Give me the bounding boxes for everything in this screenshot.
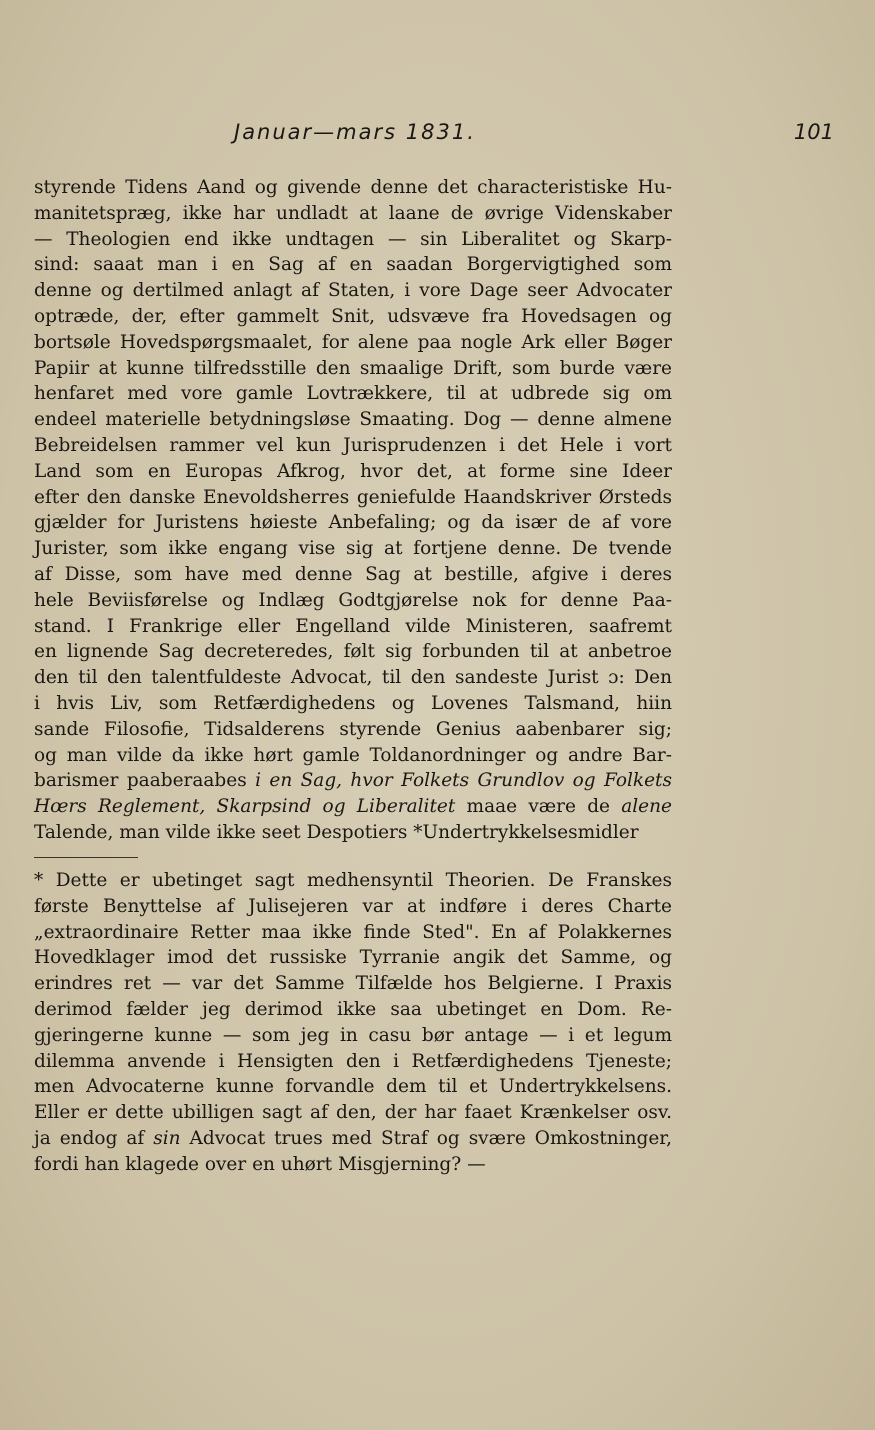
footnote-line: Eller er dette ubilligen sagt af den, der har faaet Krænkelser osv. [34,1102,672,1124]
text-segment: Advocat trues med Straf og svære Omkostninger, [180,1127,672,1149]
text-line: manitetspræg, ikke har undladt at laane de øvrige Videnskaber [34,202,672,224]
text-line [34,794,672,820]
text-line: Jurister, som ikke engang vise sig at fortjene denne. De tvende [34,538,672,560]
footnote-rule [34,857,138,858]
page-header [34,120,834,152]
text-line: og man vilde da ikke hørt gamle Toldanordninger og andre Bar- [34,744,672,766]
text-line: optræde, der, efter gammelt Snit, udsvæve fra Hovedsagen og [34,305,672,327]
text-line: den til den talentfuldeste Advocat, til den sandeste Jurist ɔ: Den [34,667,672,689]
text-line: en lignende Sag decreteredes, følt sig forbunden til at anbetroe [34,641,672,663]
footnote-line: dilemma anvende i Hensigten den i Retfærdighedens Tjeneste; [34,1050,672,1072]
footnote-line: fordi han klagede over en uhørt Misgjerning? — [34,1153,486,1175]
text-line: sind: saaat man i en Sag af en saadan Borgervigtighed som [34,254,672,276]
text-line [34,768,672,794]
footnote-line: * Dette er ubetinget sagt medhensyntil Theorien. De Franskes [34,870,672,891]
text-line: sande Filosofie, Tidsalderens styrende Genius aabenbarer sig; [34,718,672,740]
text-line: efter den danske Enevoldsherres geniefulde Haandskriver Ørsteds [34,486,672,508]
text-line: Land som en Europas Afkrog, hvor det, at forme sine Ideer [34,460,672,482]
text-line: henfaret med vore gamle Lovtrækkere, til at udbrede sig om [34,383,672,405]
text-line: stand. I Frankrige eller Engelland vilde Ministeren, saafremt [34,615,672,637]
footnote-line: men Advocaterne kunne forvandle dem til et Undertrykkelsens. [34,1076,672,1098]
footnote-line: derimod fælder jeg derimod ikke saa ubetinget en Dom. Re- [34,998,672,1020]
text-line: i hvis Liv, som Retfærdighedens og Lovenes Talsmand, hiin [34,692,672,714]
text-line: — Theologien end ikke undtagen — sin Liberalitet og Skarp- [34,228,672,250]
text-line: hele Beviisførelse og Indlæg Godtgjørelse nok for denne Paa- [34,589,672,611]
footnote-line: „extraordinaire Retter maa ikke finde Sted". En af Polakkernes [34,921,672,943]
text-line: Papiir at kunne tilfredsstille den smaalige Drift, som burde være [34,357,672,379]
text-line: Bebreidelsen rammer vel kun Jurisprudenzen i det Hele i vort [34,434,672,456]
text-segment: barismer paaberaabes [34,770,256,792]
italic-segment: sin [153,1127,181,1149]
italic-segment: alene [621,796,672,818]
footnote-line [34,1126,672,1152]
text-line: endeel materielle betydningsløse Smaating. Dog — denne almene [34,409,672,431]
italic-segment: i en Sag, hvor Folkets Grundlov og Folkets [255,770,672,792]
text-line: bortsøle Hovedspørgsmaalet, for alene paa nogle Ark eller Bøger [34,331,672,353]
footnote-line: gjeringerne kunne — som jeg in casu bør antage — i et legum [34,1024,672,1046]
footnote [34,868,672,1178]
text-segment: ja endog af [34,1127,154,1149]
text-line: af Disse, som have med denne Sag at bestille, afgive i deres [34,563,672,585]
text-line: gjælder for Juristens høieste Anbefaling; og da især de af vore [34,512,672,534]
text-line: styrende Tidens Aand og givende denne det characteristiske Hu- [34,177,672,198]
text-segment: maae være de [455,796,622,818]
footnote-line: Hovedklager imod det russiske Tyrranie angik det Samme, og [34,947,672,969]
italic-segment: Hœrs Reglement, Skarpsind og Liberalitet [34,796,456,818]
text-line: Talende, man vilde ikke seet Despotiers *Undertrykkelsesmidler [34,821,639,843]
running-head: Januar—mars 1831. [234,120,476,144]
footnote-line: erindres ret — var det Samme Tilfælde hos Belgierne. I Praxis [34,973,672,995]
page-number: 101 [793,120,834,144]
text-line: denne og dertilmed anlagt af Staten, i vore Dage seer Advocater [34,280,672,302]
footnote-line: første Benyttelse af Julisejeren var at indføre i deres Charte [34,895,672,917]
main-text [34,175,672,846]
